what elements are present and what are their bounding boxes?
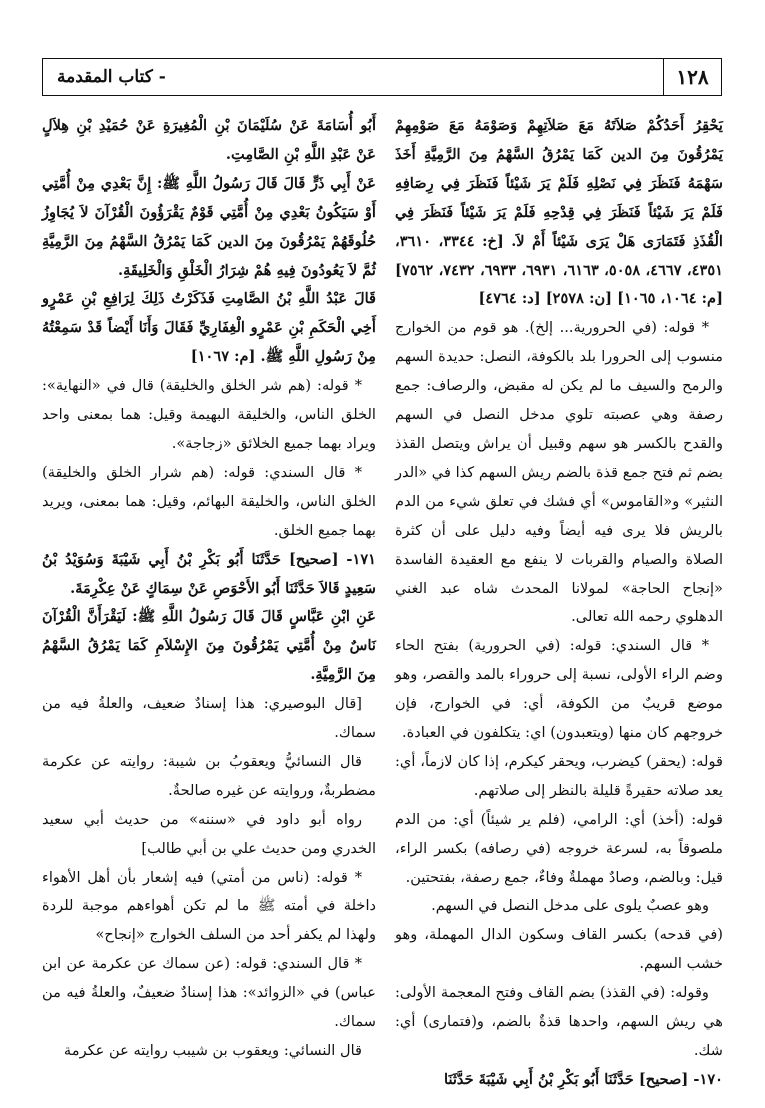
- text-paragraph: * قوله: (هم شر الخلق والخليقة) قال في «النهاية»: الخلق الناس، والخليقة البهيمة وقيل: هما بمعنى واحد ويراد بهما جميع الخلائق «زجاجة».: [42, 377, 376, 452]
- text-paragraph: قوله: (أخذ) أي: الرامي، (فلم ير شيئاً) أي: من الدم ملصوقاً به، لسرعة خروجه (في رصافه) بكسر الراء، قيل: وبالضم، وصادٌ مهملةٌ وفاءٌ، جمع رصفة، بفتحتين.: [395, 810, 723, 886]
- text-paragraph: قال النسائيُّ ويعقوبُ بن شيبة: روايته عن عكرمة مضطربةٌ، وروايته عن غيره صالحةٌ.: [42, 752, 376, 799]
- text-paragraph: * قال السندي: قوله: (هم شرار الخلق والخليقة) الخلق الناس، والخليقة البهائم، وقيل: هما بمعنى، ويريد بهما جميع الخلق.: [42, 463, 376, 539]
- left-text-column: [42, 112, 376, 1066]
- text-paragraph: (في قدحه) بكسر القاف وسكون الدال المهملة، وهو خشب السهم.: [395, 926, 723, 973]
- text-paragraph: عَنْ أَبِي ذَرٍّ قَالَ قَالَ رَسُولُ اللَّهِ ﷺ: إِنَّ بَعْدِي مِنْ أُمَّتِي أَوْ سَيَكُونُ بَعْدِي مِنْ أُمَّتِي قَوْمٌ يَقْرَؤُونَ الْقُرْآنَ لاَ يُجَاوِزُ حُلُوقَهُمْ يَمْرُقُونَ مِنَ الدين كَمَا يَمْرُقُ السَّهْمُ مِنَ الرَّمِيَّةِ ثُمَّ لاَ يَعُودُونَ فِيهِ هُمْ شِرَارُ الْخَلْقِ وَالْخَلِيقَةِ.: [42, 174, 376, 279]
- text-paragraph: ١٧٠- [صحيح] حَدَّثَنَا أَبُو بَكْرِ بْنُ أَبِي شَيْبَةَ حَدَّثَنَا: [444, 1070, 723, 1088]
- text-paragraph: * قوله: (في الحرورية... إلخ). هو قوم من الخوارج منسوب إلى الحرورا بلد بالكوفة، النصل: حديدة السهم والرمح والسيف ما لم يكن له مقبض، والرصاف: جمع رصفة وهي عصبته تلوي مدخل النصل في السهم والقدح بالكسر هو سهم وقبيل أن يراش ويتصل القذذ بضم ثم فتح جمع قذة بالضم ريش السهم كذا في «الدر النثير» و«القاموس» أي فشك في تعلق شيء من الدم بالريش فلا يرى فيه أيضاً وفيه دليل على أن كثرة الصلاة والصيام والقربات لا ينفع مع العقيدة الفاسدة «إنجاح الحاجة» لمولانا المحدث شاه عبد الغني الدهلوي رحمه الله تعالى.: [395, 319, 723, 626]
- text-paragraph: قوله: (يحقر) كيضرب، ويحقر كيكرم، إذا كان لازماً، أي: يعد صلاته حقيرةً قليلة بالنظر إلى صلاتهم.: [395, 752, 723, 799]
- text-paragraph: * قال السندي: قوله: (عن سماك عن عكرمة عن ابن عباس) في «الزوائد»: هذا إسنادٌ ضعيفٌ، والعلةُ فيه من سماك.: [42, 955, 376, 1031]
- right-text-column: [395, 112, 723, 1095]
- text-paragraph: يَحْقِرُ أَحَدُكُمْ صَلاَتَهُ مَعَ صَلاَتِهِمْ وَصَوْمَهُ مَعَ صَوْمِهِمْ يَمْرُقُونَ مِنَ الدين كَمَا يَمْرُقُ السَّهْمُ مِنَ الرَّمِيَّةِ أَخَذَ سَهْمَهُ فَنَظَرَ فِي نَصْلِهِ فَلَمْ يَرَ شَيْئاً فَنَظَرَ فِي رِصَافِهِ فَلَمْ يَرَ شَيْئاً فَنَظَرَ فِي قِدْحِهِ فَلَمْ يَرَ شَيْئاً فَنَظَرَ فِي الْقُذَذِ فَتَمَارَى هَلْ يَرَى شَيْئاً أَمْ لاَ. [خ: ٣٣٤٤، ٣٦١٠، ٤٣٥١، ٤٦٦٧، ٥٠٥٨، ٦١٦٣، ٦٩٣١، ٦٩٣٣، ٧٤٣٢، ٧٥٦٢] [م: ١٠٦٤، ١٠٦٥] [ن: ٢٥٧٨] [د: ٤٧٦٤]: [395, 117, 723, 308]
- text-paragraph: عَنِ ابْنِ عَبَّاسٍ قَالَ قَالَ رَسُولُ اللَّهِ ﷺ: لَيَقْرَأَنَّ الْقُرْآنَ نَاسٌ مِنْ أُمَّتِي يَمْرُقُونَ مِنَ الإِسْلاَمِ كَمَا يَمْرُقُ السَّهْمُ مِنَ الرَّمِيَّةِ.: [42, 608, 376, 684]
- text-paragraph: * قوله: (ناس من أمتي) فيه إشعار بأن أهل الأهواء داخلة في أمته ﷺ ما لم تكن أهواءهم موجبة للردة ولهذا لم يكفر أحد من السلف الخوارج «إنجاح»: [42, 868, 376, 944]
- page-number: ١٢٨: [663, 59, 721, 95]
- text-paragraph: وقوله: (في القذذ) بضم القاف وفتح المعجمة الأولى: هي ريش السهم، واحدها قذةٌ بالضم، و(فتمارى) أي: شك.: [395, 984, 723, 1059]
- text-paragraph: قال النسائي: ويعقوب بن شيبب روايته عن عكرمة: [63, 1042, 362, 1059]
- text-paragraph: قَالَ عَبْدُ اللَّهِ بْنُ الصَّامِتِ فَذَكَرْتُ ذَلِكَ لِرَافِعِ بْنِ عَمْرٍو أَخِي الْحَكَمِ بْنِ عَمْرٍو الْغِفَارِيِّ فَقَالَ وَأَنَا أَيْضاً قَدْ سَمِعْتُهُ مِنْ رَسُولِ اللَّهِ ﷺ. [م: ١٠٦٧]: [42, 290, 376, 366]
- text-paragraph: * قال السندي: قوله: (في الحرورية) بفتح الحاء وضم الراء الأولى، نسبة إلى حروراء بالمد والقصر، وهو موضع قريبٌ من الكوفة، أي: في الخوارج، فإن خروجهم كان منها (ويتعبدون) اي: يتكلفون في العبادة.: [395, 637, 723, 742]
- text-paragraph: ١٧١- [صحيح] حَدَّثَنَا أَبُو بَكْرِ بْنُ أَبِي شَيْبَةَ وَسُوَيْدُ بْنُ سَعِيدٍ قَالاَ حَدَّثَنَا أَبُو الأَحْوَصِ عَنْ سِمَاكٍ عَنْ عِكْرِمَةَ.: [42, 550, 376, 597]
- page-header: [42, 58, 722, 96]
- text-paragraph: وهو عصبٌ يلوى على مدخل النصل في السهم.: [431, 897, 709, 915]
- text-paragraph: أَبُو أُسَامَةَ عَنْ سُلَيْمَانَ بْنِ الْمُغِيرَةِ عَنْ حُمَيْدِ بْنِ هِلاَلٍ عَنْ عَبْدِ اللَّهِ بْنِ الصَّامِتِ.: [42, 117, 376, 163]
- text-paragraph: رواه أبو داود في «سننه» من حديث أبي سعيد الخدري ومن حديث علي بن أبي طالب]: [42, 810, 376, 857]
- chapter-title: - كتاب المقدمة: [57, 67, 166, 87]
- text-paragraph: [قال البوصيري: هذا إسنادٌ ضعيف، والعلةُ فيه من سماك.: [42, 695, 376, 742]
